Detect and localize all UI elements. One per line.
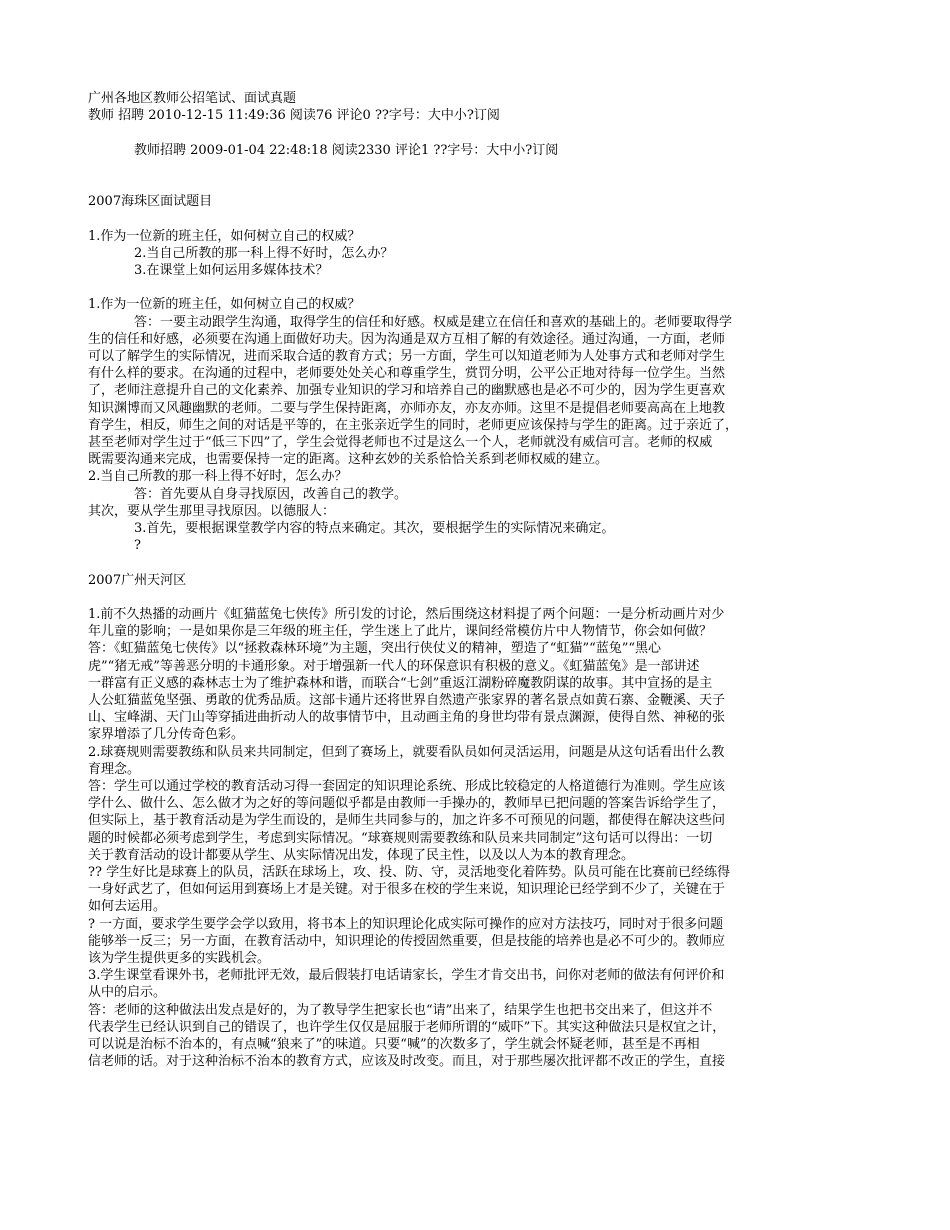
question-3: 3.在课堂上如何运用多媒体技术？ (134, 262, 329, 278)
question-1-repeat: 1.作为一位新的班主任，如何树立自己的权威？ (88, 297, 361, 313)
document-title: 广州各地区教师公招笔试、面试真题 (88, 91, 297, 106)
tianhe-answer-2-part-c (88, 916, 858, 968)
stray-question-mark: ? (134, 538, 141, 554)
post-meta-2: 教师招聘 2009-01-04 22:48:18 阅读2330 评论1 ??字号：大中小?订阅 (134, 142, 559, 158)
text-line: ?? 学生好比是球赛上的队员，活跃在球场上，攻、投、防、守，灵活地变化着阵势。队员可能在比赛前已经练得 (88, 865, 731, 881)
text-line: 该为学生提供更多的实践机会。 (88, 951, 271, 967)
text-line: 年儿童的影响；一是如果你是三年级的班主任，学生迷上了此片，课间经常模仿片中人物情节，你会如何做？ (88, 624, 713, 640)
text-line: 答：学生可以通过学校的教育活动习得一套固定的知识理论系统、形成比较稳定的人格道德行为准则。学生应该 (88, 779, 726, 795)
text-line: 信老师的话。对于这种治标不治本的教育方式，应该及时改变。而且，对于那些屡次批评都不改正的学生，直接 (88, 1054, 726, 1070)
text-line: 一身好武艺了，但如何运用到赛场上才是关键。对于很多在校的学生来说，知识理论已经学到不少了，关键在于 (88, 882, 726, 898)
text-line: 人公虹猫蓝兔坚强、勇敢的优秀品质。这部卡通片还将世界自然遗产张家界的著名景点如黄石寨、金鞭溪、天子 (88, 693, 726, 709)
text-line: 可以了解学生的实际情况，进而采取合适的教育方式；另一方面，学生可以知道老师为人处事方式和老师对学生 (88, 348, 726, 364)
text-line: 育学生，相反，师生之间的对话是平等的，在主张亲近学生的同时，老师更应该保持与学生的距离。过于亲近了， (88, 417, 739, 433)
answer-3: 3.首先，要根据课堂教学内容的特点来确定。其次，要根据学生的实际情况来确定。 (134, 521, 615, 537)
tianhe-answer-1 (88, 640, 858, 743)
text-line: 可以说是治标不治本的，有点喊“狼来了”的味道。只要“喊”的次数多了，学生就会怀疑老师，甚至是不再相 (88, 1037, 700, 1053)
text-line: 答：老师的这种做法出发点是好的，为了教导学生把家长也“请”出来了，结果学生也把书交出来了，但这并不 (88, 1002, 713, 1018)
text-line: 题的时候都必须考虑到学生，考虑到实际情况。“球赛规则需要教练和队员来共同制定”这句话可以得出：一切 (88, 830, 713, 846)
text-line: 从中的启示。 (88, 985, 167, 1001)
text-line: 能够举一反三；另一方面，在教育活动中，知识理论的传授固然重要，但是技能的培养也是必不可少的。教师应 (88, 933, 726, 949)
answer-2-first: 答：首先要从自身寻找原因，改善自己的教学。 (134, 486, 408, 502)
answer-2-second: 其次，要从学生那里寻找原因。以德服人： (88, 503, 336, 519)
tianhe-question-3 (88, 967, 858, 1001)
question-2-repeat: 2.当自己所教的那一科上得不好时，怎么办？ (88, 469, 348, 485)
text-line: 虎”“猪无戒”等善恶分明的卡通形象。对于增强新一代人的环保意识有积极的意义。《虹猫蓝兔》是一部讲述 (88, 658, 700, 674)
text-line: 3.学生课堂看课外书，老师批评无效，最后假装打电话请家长，学生才肯交出书，问你对老师的做法有何评价和 (88, 968, 725, 984)
text-line: 有什么样的要求。在沟通的过程中，老师要处处关心和尊重学生，赏罚分明，公平公正地对待每一位学生。当然 (88, 366, 726, 382)
section-heading-haizhu: 2007海珠区面试题目 (88, 194, 213, 210)
tianhe-answer-3 (88, 1002, 858, 1071)
text-line: 了，老师注意提升自己的文化素养、加强专业知识的学习和培养自己的幽默感也是必不可少的，因为学生更喜欢 (88, 383, 726, 399)
text-line: 既需要沟通来完成，也需要保持一定的距离。这种玄妙的关系恰恰关系到老师权威的建立。 (88, 452, 609, 468)
text-line: 一群富有正义感的森林志士为了维护森林和谐，而联合“七剑”重返江湖粉碎魔教阴谋的故事。其中宣扬的是主 (88, 675, 713, 691)
tianhe-question-1 (88, 606, 858, 640)
text-line: 育理念。 (88, 761, 141, 777)
document-page (88, 90, 858, 1070)
tianhe-question-2 (88, 744, 858, 778)
section-heading-tianhe: 2007广州天河区 (88, 572, 187, 588)
question-2: 2.当自己所教的那一科上得不好时，怎么办？ (134, 245, 394, 261)
text-line: 学什么、做什么、怎么做才为之好的等问题似乎都是由教师一手操办的，教师早已把问题的答案告诉给学生了， (88, 796, 726, 812)
text-line: 1.前不久热播的动画片《虹猫蓝兔七侠传》所引发的讨论，然后围绕这材料提了两个问题：一是分析动画片对少 (88, 607, 725, 622)
text-line: 关于教育活动的设计都要从学生、从实际情况出发，体现了民主性，以及以人为本的教育理念。 (88, 847, 635, 863)
tianhe-answer-2-part-b (88, 864, 858, 916)
text-line: 生的信任和好感，必须要在沟通上面做好功夫。因为沟通是双方互相了解的有效途径。通过沟通，一方面，老师 (88, 331, 726, 347)
text-line: 2.球赛规则需要教练和队员来共同制定，但到了赛场上，就要看队员如何灵活运用，问题是从这句话看出什么教 (88, 744, 725, 760)
text-line: 如何去运用。 (88, 899, 167, 915)
text-line: 代表学生已经认识到自己的错误了，也许学生仅仅是屈服于老师所谓的“威吓”下。其实这种做法只是权宜之计， (88, 1019, 726, 1035)
answer-1 (88, 314, 858, 469)
text-line: 知识渊博而又风趣幽默的老师。二要与学生保持距离，亦师亦友，亦友亦师。这里不是提倡老师要高高在上地教 (88, 400, 726, 416)
text-line: 家界增添了几分传奇色彩。 (88, 727, 245, 743)
text-line: 但实际上，基于教育活动是为学生而设的，是师生共同参与的，加之许多不可预见的问题，都使得在解决这些问 (88, 813, 726, 829)
post-meta-1: 教师 招聘 2010-12-15 11:49:36 阅读76 评论0 ??字号：大中小?订阅 (88, 108, 500, 124)
text-line: 答：《虹猫蓝兔七侠传》以“拯救森林环境”为主题，突出行侠仗义的精神，塑造了“虹猫”“蓝兔”“黑心 (88, 641, 662, 657)
tianhe-answer-2 (88, 778, 858, 864)
text-line: 甚至老师对学生过于“低三下四”了，学生会觉得老师也不过是这么一个人，老师就没有威信可言。老师的权威 (88, 435, 713, 450)
text-line: ? 一方面，要求学生要学会学以致用，将书本上的知识理论化成实际可操作的应对方法技巧，同时对于很多问题 (88, 916, 724, 932)
text-line: 答：一要主动跟学生沟通，取得学生的信任和好感。权威是建立在信任和喜欢的基础上的。老师要取得学 (134, 314, 733, 330)
question-1: 1.作为一位新的班主任，如何树立自己的权威？ (88, 228, 361, 244)
text-line: 山、宝峰湖、天门山等穿插进曲折动人的故事情节中，且动画主角的身世均带有景点渊源，使得自然、神秘的张 (88, 710, 726, 726)
